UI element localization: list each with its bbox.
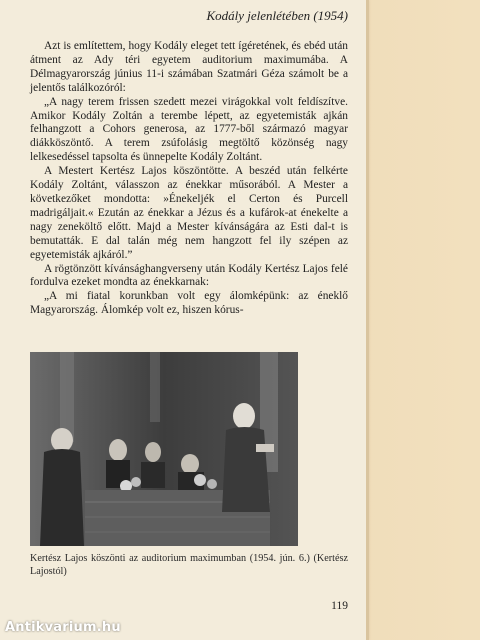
paragraph: Azt is említettem, hogy Kodály eleget tett ígéretének, és ebéd után átment az Ady téri egyetem auditorium maximumába. A Délmagyarország június 11-i számában Szatmári Géza számolt be a jelentős találkozóról: (30, 40, 348, 94)
photo-caption: Kertész Lajos köszönti az auditorium maximumban (1954. jún. 6.) (Kertész Lajostól) (30, 553, 348, 577)
page-number: 119 (331, 600, 348, 612)
paragraph: „A mi fiatal korunkban volt egy álomképünk: az éneklő Magyarország. Álomkép volt ez, hiszen kórus- (30, 290, 348, 317)
paragraph: A Mestert Kertész Lajos köszöntötte. A beszéd után felkérte Kodály Zoltánt, válasszon az énekkar műsorából. A Mester a következőket mondotta: »Énekeljék el Certon és Purcell madrigáljait.« Ezután az énekkar a Jézus és a kufárok-at énekelte a nagy zeneköltő előtt. Majd a Mester kívánságára az Esti dal-t is bemutatták. E dal talán még nem hangzott fel ily szépen az egyetemisták ajkáról.” (30, 165, 348, 261)
body-text (30, 40, 348, 318)
page-edge (366, 0, 369, 640)
archival-photograph (30, 352, 298, 546)
paragraph: A rögtönzött kívánsághangverseny után Kodály Kertész Lajos felé fordulva ezeket mondta az énekkarnak: (30, 262, 348, 289)
photograph-illustration (30, 352, 298, 546)
paragraph: „A nagy terem frissen szedett mezei virágokkal volt feldíszítve. Amikor Kodály Zoltán a terembe lépett, az egyetemisták ajkán felhangzott a Cohors generosa, az 1777-ből származó magyar diákköszöntő. A terem zsúfolásig megtöltő közönség nagy lelkesedéssel tapsolta és ünnepelte Kodály Zoltánt. (30, 95, 348, 164)
running-head: Kodály jelenlétében (1954) (206, 8, 348, 23)
watermark-text: Antikvarium.hu (5, 620, 121, 635)
